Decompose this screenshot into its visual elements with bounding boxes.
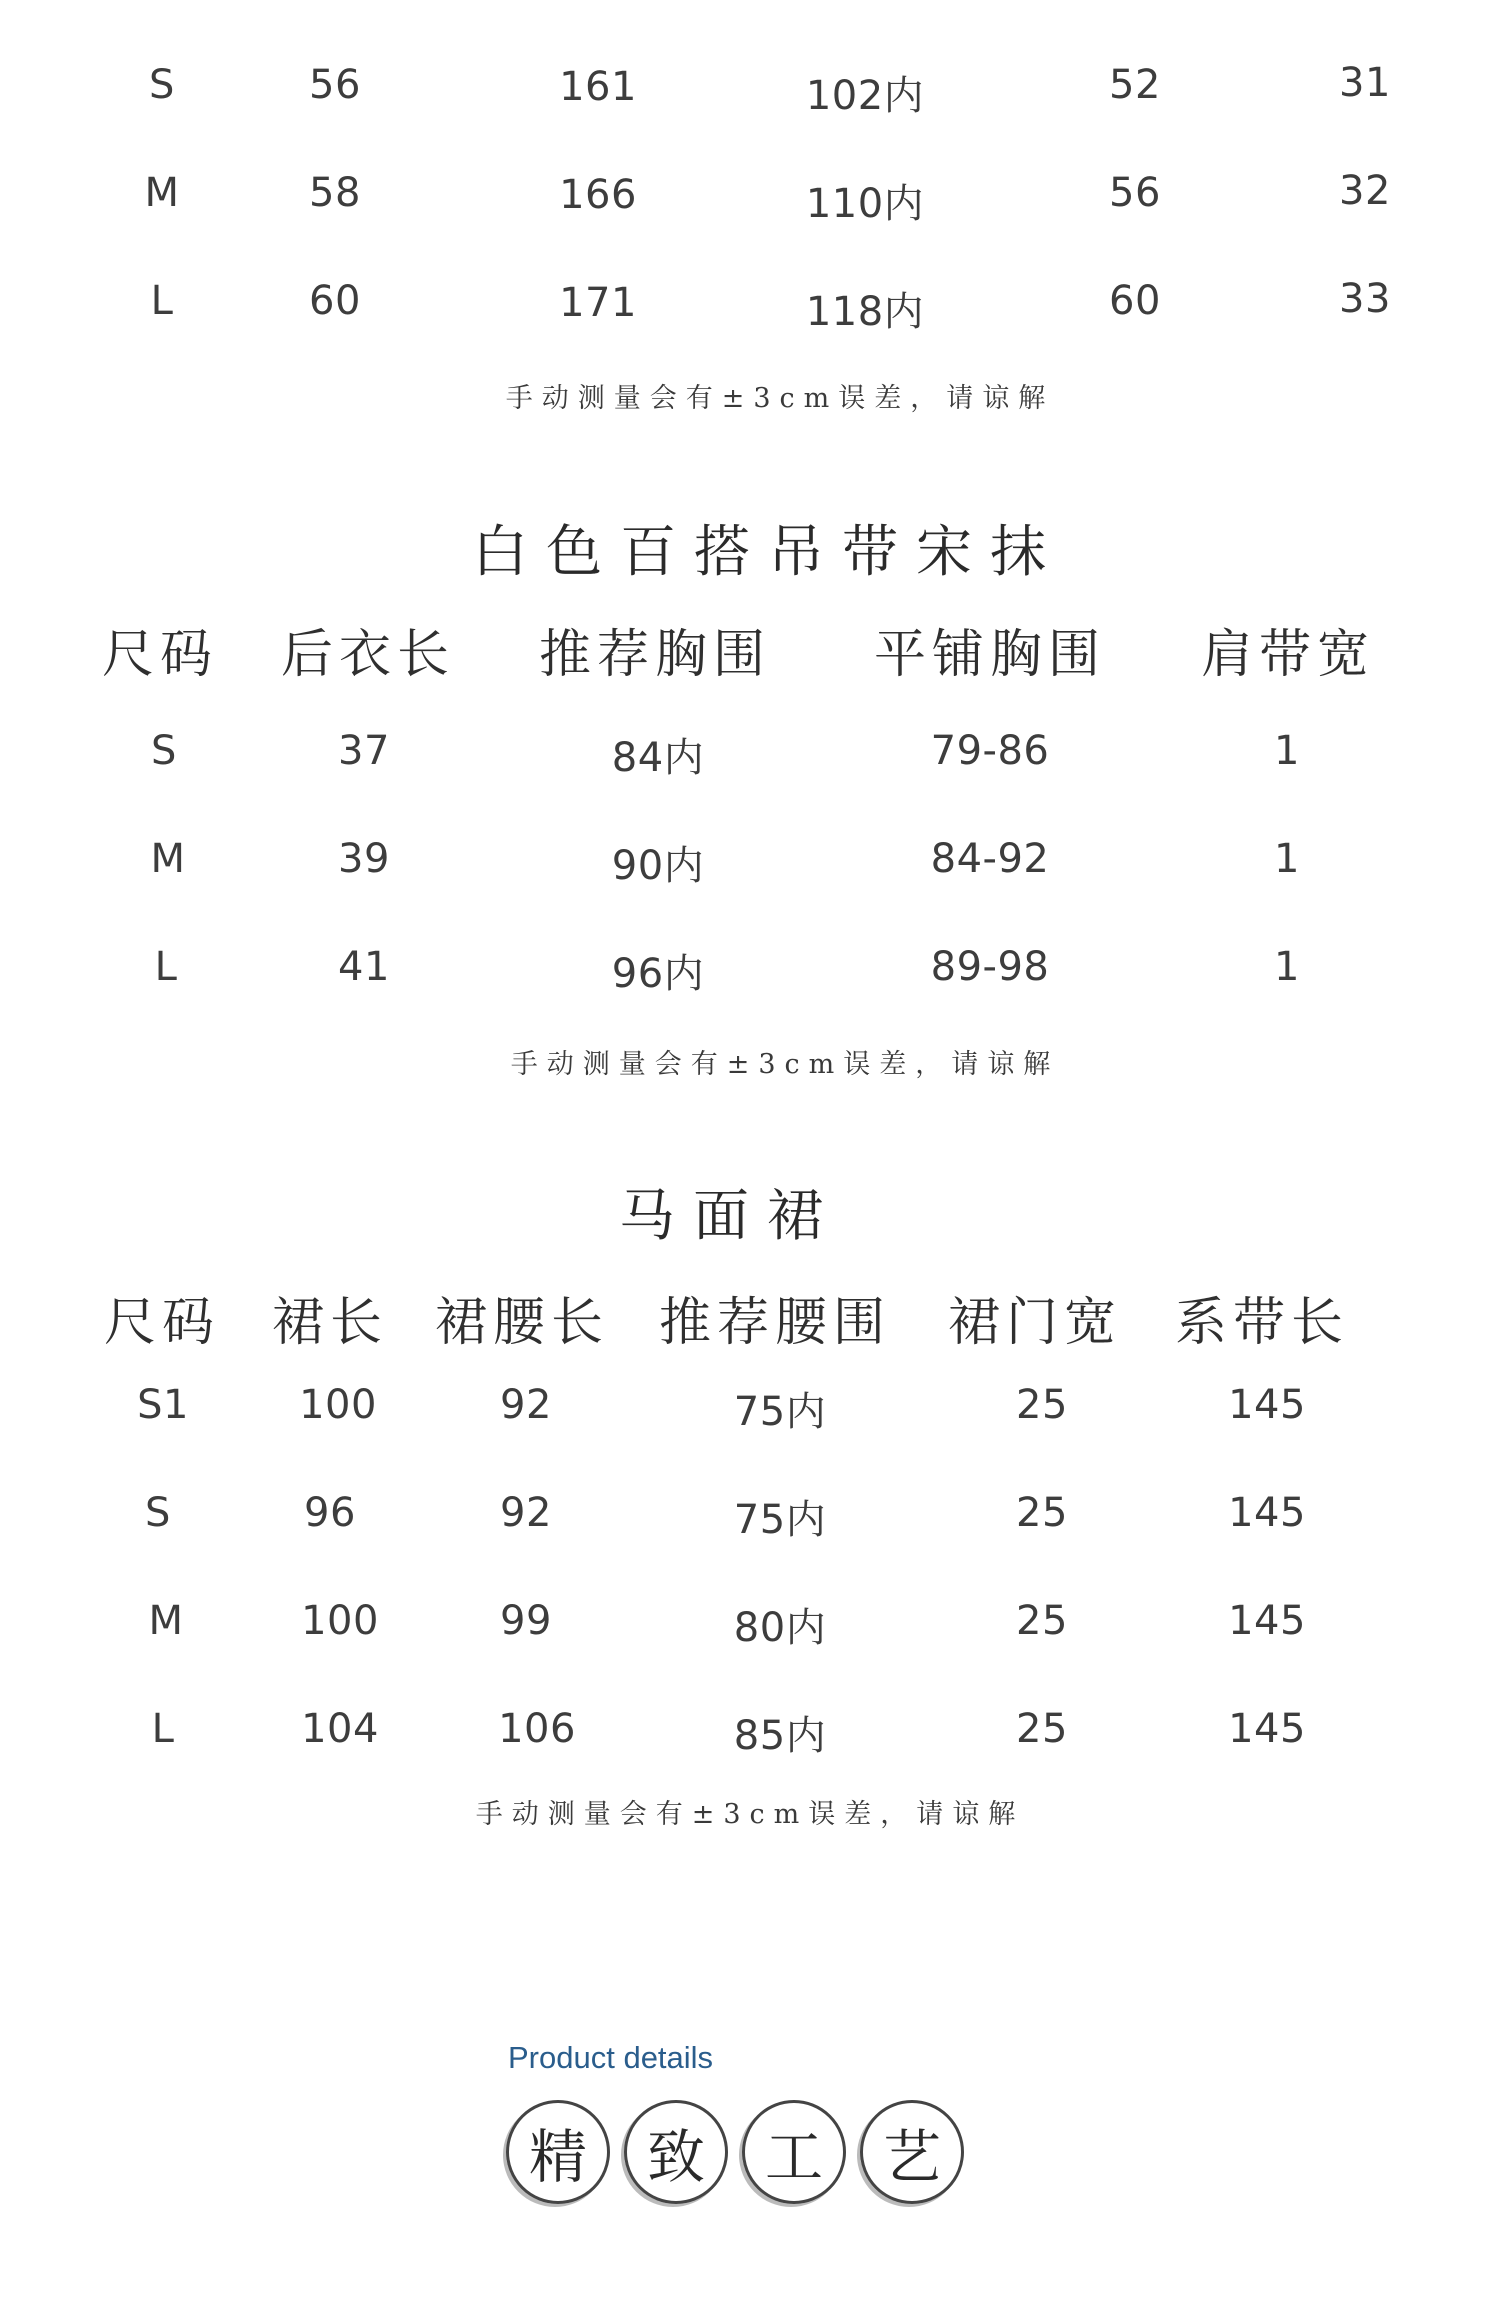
product-details-label: Product details [508,2040,714,2075]
badge-char: 致 [624,2100,728,2204]
t2-r1-c0: M [150,836,186,882]
t1-r1-c5: 32 [1339,168,1391,214]
t3-r2-c5: 145 [1228,1598,1306,1644]
t2-r0-c4: 1 [1274,728,1300,774]
t2-r2-c0: L [154,944,178,990]
measurement-note: 手动测量会有±3cm误差，请谅解 [475,1799,1025,1830]
section-title: 马面裙 [619,1184,841,1249]
t3-header-size: 尺码 [103,1293,221,1353]
t3-r3-c0: L [151,1706,175,1752]
t3-r0-c5: 145 [1228,1382,1306,1428]
badge-char: 艺 [860,2100,964,2204]
t1-r0-c5: 31 [1339,60,1391,106]
t3-r2-c0: M [148,1598,184,1644]
t3-r1-c4: 25 [1016,1490,1068,1536]
t1-r0-c3: 102内 [805,73,925,119]
t3-r0-c0: S1 [137,1382,189,1428]
t1-r0-c0: S [149,62,175,108]
t2-header-strap-width: 肩带宽 [1200,625,1376,685]
t3-r0-c3: 75内 [733,1389,827,1435]
t2-header-back-length: 后衣长 [280,625,456,685]
t3-r2-c3: 80内 [733,1605,827,1651]
t3-r0-c1: 100 [299,1382,377,1428]
t3-r3-c2: 106 [498,1706,576,1752]
t2-header-rec-bust: 推荐胸围 [538,625,772,685]
t1-r2-c4: 60 [1109,278,1161,324]
t1-r1-c0: M [144,170,180,216]
t1-r2-c5: 33 [1339,276,1391,322]
t1-r2-c3: 118内 [805,289,925,335]
t2-r1-c1: 39 [338,836,390,882]
t3-r3-c4: 25 [1016,1706,1068,1752]
t3-r2-c2: 99 [500,1598,552,1644]
t2-r0-c0: S [151,728,177,774]
t2-r0-c1: 37 [338,728,390,774]
t3-r2-c1: 100 [301,1598,379,1644]
t3-r0-c2: 92 [500,1382,552,1428]
t3-r3-c1: 104 [301,1706,379,1752]
t3-r3-c5: 145 [1228,1706,1306,1752]
t3-r1-c1: 96 [304,1490,356,1536]
t2-r0-c2: 84内 [611,735,705,781]
t3-r0-c4: 25 [1016,1382,1068,1428]
t2-r2-c1: 41 [338,944,390,990]
t2-r0-c3: 79-86 [930,728,1050,774]
t3-r1-c2: 92 [500,1490,552,1536]
t3-header-door-width: 裙门宽 [947,1293,1123,1353]
section-title: 白色百搭吊带宋抹 [472,520,1064,585]
t2-r2-c2: 96内 [611,951,705,997]
badge-char: 工 [742,2100,846,2204]
t2-r1-c4: 1 [1274,836,1300,882]
craftsmanship-badges [506,2100,964,2204]
t1-r0-c1: 56 [309,62,361,108]
t1-r1-c1: 58 [309,170,361,216]
measurement-note: 手动测量会有±3cm误差，请谅解 [510,1049,1060,1080]
t2-header-flat-bust: 平铺胸围 [873,625,1107,685]
t3-header-skirt-length: 裙长 [271,1293,389,1353]
t2-header-size: 尺码 [101,625,219,685]
measurement-note: 手动测量会有±3cm误差，请谅解 [505,383,1055,414]
t1-r2-c0: L [150,278,174,324]
t3-r1-c3: 75内 [733,1497,827,1543]
t3-header-tie-length: 系带长 [1174,1293,1350,1353]
t1-r2-c2: 171 [559,280,637,326]
t1-r1-c3: 110内 [805,181,925,227]
t1-r1-c2: 166 [559,172,637,218]
t3-r1-c5: 145 [1228,1490,1306,1536]
t1-r1-c4: 56 [1109,170,1161,216]
t1-r2-c1: 60 [309,278,361,324]
t1-r0-c2: 161 [559,64,637,110]
t3-header-waist-length: 裙腰长 [434,1293,610,1353]
t2-r2-c4: 1 [1274,944,1300,990]
badge-char: 精 [506,2100,610,2204]
t2-r1-c3: 84-92 [930,836,1050,882]
t3-r3-c3: 85内 [733,1713,827,1759]
t1-r0-c4: 52 [1109,62,1161,108]
t2-r2-c3: 89-98 [930,944,1050,990]
t3-header-rec-waist: 推荐腰围 [658,1293,892,1353]
t3-r2-c4: 25 [1016,1598,1068,1644]
t3-r1-c0: S [145,1490,171,1536]
t2-r1-c2: 90内 [611,843,705,889]
